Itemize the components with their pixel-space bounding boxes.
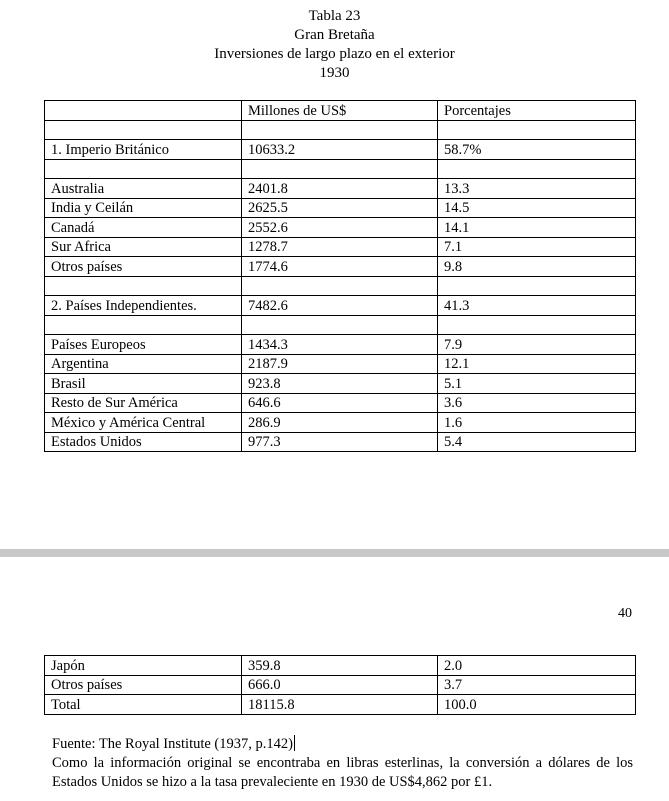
table-cell[interactable]: 41.3 xyxy=(438,296,636,316)
table-row xyxy=(45,237,636,257)
table-cell[interactable]: 2.0 xyxy=(438,656,636,676)
table-year: 1930 xyxy=(319,65,350,81)
source-text: Fuente: The Royal Institute (1937, p.142) xyxy=(52,736,293,752)
table-row xyxy=(45,374,636,394)
page-break xyxy=(0,549,669,557)
table-cell[interactable]: 58.7% xyxy=(438,140,636,160)
table-cell[interactable]: 1. Imperio Británico xyxy=(45,140,242,160)
investments-table-continued xyxy=(44,655,636,715)
table-title-block xyxy=(0,7,669,83)
table-cell[interactable]: 14.5 xyxy=(438,198,636,218)
footnote[interactable]: Como la información original se encontraba en libras esterlinas, la conversión a dólares de los Estados Unidos se hizo a la tasa prevaleciente en 1930 de US$4,862 por £1. xyxy=(52,755,633,790)
table-cell[interactable]: 977.3 xyxy=(242,432,438,452)
table-cell[interactable]: Estados Unidos xyxy=(45,432,242,452)
table-cell[interactable]: 1774.6 xyxy=(242,257,438,277)
table-row xyxy=(45,315,636,335)
table-row xyxy=(45,656,636,676)
table-cell[interactable]: 359.8 xyxy=(242,656,438,676)
table-cell[interactable] xyxy=(45,120,242,140)
table-row xyxy=(45,257,636,277)
table-cell[interactable]: Argentina xyxy=(45,354,242,374)
table-cell[interactable]: Brasil xyxy=(45,374,242,394)
table-subject: Inversiones de largo plazo en el exterior xyxy=(214,46,455,62)
table-cell[interactable]: Resto de Sur América xyxy=(45,393,242,413)
table-cell[interactable] xyxy=(438,315,636,335)
source-line[interactable] xyxy=(52,735,295,754)
table-cell[interactable]: 2187.9 xyxy=(242,354,438,374)
table-cell[interactable]: 3.7 xyxy=(438,675,636,695)
table-cell[interactable] xyxy=(438,120,636,140)
table-cell[interactable]: México y América Central xyxy=(45,413,242,433)
investments-table xyxy=(44,100,636,452)
table-cell[interactable]: 286.9 xyxy=(242,413,438,433)
table-cell[interactable]: 100.0 xyxy=(438,695,636,715)
table-cell[interactable]: 3.6 xyxy=(438,393,636,413)
table-cell[interactable] xyxy=(242,315,438,335)
table-cell[interactable]: 14.1 xyxy=(438,218,636,238)
table-cell[interactable]: Otros países xyxy=(45,257,242,277)
table-cell[interactable]: 1278.7 xyxy=(242,237,438,257)
table-cell[interactable]: 666.0 xyxy=(242,675,438,695)
table-cell[interactable]: Canadá xyxy=(45,218,242,238)
table-cell[interactable]: India y Ceilán xyxy=(45,198,242,218)
table-cell[interactable]: 2401.8 xyxy=(242,179,438,199)
table-cell[interactable] xyxy=(242,159,438,179)
table-row xyxy=(45,335,636,355)
table-cell[interactable]: 5.4 xyxy=(438,432,636,452)
table-cell[interactable] xyxy=(438,276,636,296)
table-cell[interactable]: 1.6 xyxy=(438,413,636,433)
table-cell[interactable]: 13.3 xyxy=(438,179,636,199)
table-cell[interactable]: 7.9 xyxy=(438,335,636,355)
table-cell[interactable]: 5.1 xyxy=(438,374,636,394)
table-cell[interactable]: Sur Africa xyxy=(45,237,242,257)
table-cell[interactable]: 2625.5 xyxy=(242,198,438,218)
table-cell[interactable]: 1434.3 xyxy=(242,335,438,355)
table-cell[interactable]: Japón xyxy=(45,656,242,676)
table-header-row xyxy=(45,101,636,121)
table-cell[interactable]: 10633.2 xyxy=(242,140,438,160)
table-cell[interactable]: 18115.8 xyxy=(242,695,438,715)
table-cell[interactable]: 12.1 xyxy=(438,354,636,374)
table-number: Tabla 23 xyxy=(308,8,361,24)
table-cell[interactable] xyxy=(45,276,242,296)
table-country: Gran Bretaña xyxy=(294,27,375,43)
table-cell[interactable]: Total xyxy=(45,695,242,715)
header-cell[interactable]: Porcentajes xyxy=(438,101,636,121)
table-cell[interactable]: 923.8 xyxy=(242,374,438,394)
table-cell[interactable] xyxy=(242,120,438,140)
table-cell[interactable] xyxy=(45,315,242,335)
table-cell[interactable]: Países Europeos xyxy=(45,335,242,355)
table-row xyxy=(45,393,636,413)
table-row xyxy=(45,675,636,695)
table-cell[interactable] xyxy=(438,159,636,179)
text-cursor xyxy=(294,735,295,751)
table-row xyxy=(45,296,636,316)
table-row xyxy=(45,432,636,452)
header-cell[interactable] xyxy=(45,101,242,121)
table-row xyxy=(45,276,636,296)
table-row xyxy=(45,695,636,715)
table-row xyxy=(45,140,636,160)
table-cell[interactable] xyxy=(45,159,242,179)
table-cell[interactable]: 2. Países Independientes. xyxy=(45,296,242,316)
page-number: 40 xyxy=(618,606,632,621)
table-cell[interactable]: Australia xyxy=(45,179,242,199)
table-row xyxy=(45,179,636,199)
table-cell[interactable]: 7482.6 xyxy=(242,296,438,316)
table-row xyxy=(45,120,636,140)
table-row xyxy=(45,198,636,218)
table-cell[interactable]: 7.1 xyxy=(438,237,636,257)
table-cell[interactable]: 9.8 xyxy=(438,257,636,277)
table-cell[interactable]: 646.6 xyxy=(242,393,438,413)
table-row xyxy=(45,218,636,238)
table-row xyxy=(45,159,636,179)
header-cell[interactable]: Millones de US$ xyxy=(242,101,438,121)
table-cell[interactable] xyxy=(242,276,438,296)
table-cell[interactable]: 2552.6 xyxy=(242,218,438,238)
table-row xyxy=(45,354,636,374)
table-row xyxy=(45,413,636,433)
table-cell[interactable]: Otros países xyxy=(45,675,242,695)
